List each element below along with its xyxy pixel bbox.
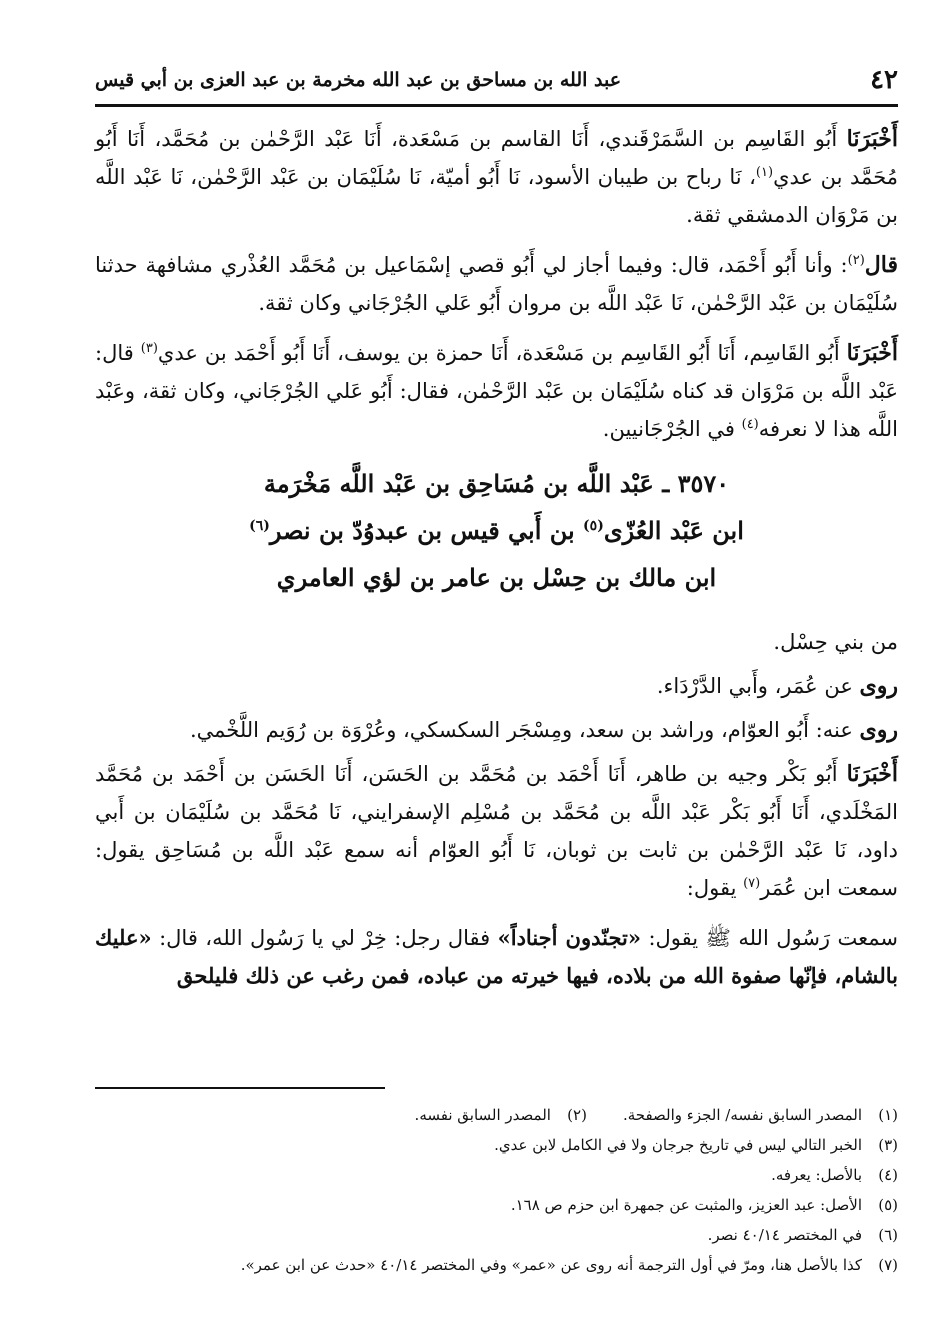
entry-heading-line-1: ٣٥٧٠ ـ عَبْد اللَّه بن مُسَاحِق بن عَبْد اللَّه مَخْرَمة bbox=[263, 469, 730, 498]
paragraph-text: في الجُرْجَانيين. bbox=[602, 417, 742, 441]
entry-heading-text: ابن عَبْد العُزّى bbox=[603, 516, 744, 545]
footnote-ref-1[interactable]: (١) bbox=[755, 165, 774, 180]
footnote-text: بالأصل: يعرفه. bbox=[771, 1166, 862, 1184]
footnote-number: (٧) bbox=[878, 1256, 898, 1274]
footnote-item bbox=[95, 1250, 898, 1280]
paragraph-text: من بني حِسْل. bbox=[773, 630, 898, 654]
footnote-text: المصدر السابق نفسه/ الجزء والصفحة. bbox=[622, 1106, 862, 1124]
header-rule bbox=[95, 104, 898, 107]
paragraph-text: قال: عَبْد اللَّه بن مَرْوَان قد كناه سُلَيْمَان بن عَبْد الرَّحْمٰن، فقال: أَبُو عَلي الجُرْجَاني، وكان ثقة، وعَبْد اللَّه هذا لا نعرفه bbox=[95, 341, 898, 441]
paragraph-text: : وأنا أَبُو أَحْمَد، قال: وفيما أجاز لي أَبُو قصي إسْمَاعيل بن مُحَمَّد العُذْري مشافهة حدثنا سُلَيْمَان بن عَبْد الرَّحْمٰن، نَا عَبْد اللَّه بن مروان أَبُو عَلي الجُرْجَاني وكان ثقة. bbox=[95, 253, 898, 315]
footnote-item bbox=[95, 1100, 898, 1130]
footnote-number: (٦) bbox=[878, 1226, 898, 1244]
entry-heading bbox=[95, 460, 898, 601]
keyword: أَخْبَرَنَا bbox=[846, 761, 898, 787]
footnote-text: الخبر التالي ليس في تاريخ جرجان ولا في الكامل لابن عدي. bbox=[494, 1136, 862, 1154]
footnote-item bbox=[95, 1160, 898, 1190]
footnote-number: (٤) bbox=[878, 1166, 898, 1184]
paragraph-isnad-3 bbox=[95, 334, 898, 448]
paragraph-text: سمعت رَسُول الله ﷺ يقول: bbox=[641, 926, 899, 950]
paragraph-isnad-2 bbox=[95, 246, 898, 322]
paragraph-lineage bbox=[95, 623, 898, 661]
keyword: روى bbox=[859, 717, 898, 743]
paragraph-isnad-4 bbox=[95, 755, 898, 907]
footnote-ref-2[interactable]: (٢) bbox=[847, 253, 865, 268]
running-header bbox=[95, 58, 898, 102]
keyword: أَخْبَرَنَا bbox=[846, 340, 898, 366]
footnote-ref-6[interactable]: (٦) bbox=[249, 518, 270, 534]
footnote-separator bbox=[95, 1087, 385, 1089]
footnote-number: (٥) bbox=[878, 1196, 898, 1214]
main-text bbox=[95, 120, 898, 1007]
footnote-text: المصدر السابق نفسه. bbox=[414, 1106, 551, 1124]
footnote-text: كذا بالأصل هنا، ومرّ في أول الترجمة أنه روى عن «عمر» وفي المختصر ٤٠/١٤ «حدث عن ابن عمر». bbox=[240, 1256, 862, 1274]
footnote-number: (٣) bbox=[878, 1136, 898, 1154]
entry-heading-text: بن أَبي قيس بن عبدوُدّ بن نصر bbox=[269, 516, 584, 545]
paragraph-hadith bbox=[95, 919, 898, 995]
footnote-ref-7[interactable]: (٧) bbox=[743, 876, 761, 891]
spacer bbox=[587, 1100, 623, 1130]
keyword: قال bbox=[864, 252, 898, 278]
footnote-number: (١) bbox=[878, 1106, 898, 1124]
paragraph-text: عنه: أَبُو العوّام، وراشد بن سعد، ومِسْجَر السكسكي، وعُرْوَة بن رُوَيم اللَّخْمي. bbox=[189, 718, 860, 742]
keyword: روى bbox=[859, 673, 898, 699]
footnote-text: في المختصر ٤٠/١٤ نصر. bbox=[707, 1226, 862, 1244]
paragraph-text: فقال رجل: خِرْ لي يا رَسُول الله، قال: bbox=[151, 926, 498, 950]
footnote-text: الأصل: عبد العزيز، والمثبت عن جمهرة ابن حزم ص ١٦٨. bbox=[510, 1196, 862, 1214]
footnote-ref-5[interactable]: (٥) bbox=[583, 518, 604, 534]
paragraph-text: أَبُو بَكْر وجيه بن طاهر، أَنَا أَحْمَد بن مُحَمَّد بن الحَسَن، أَنَا الحَسَن بن أَحْمَد بن مُحَمَّد المَخْلَدي، أَنَا أَبُو بَكْر عَبْد اللَّه بن مُحَمَّد بن مُسْلِم الإسفرايني، نَا مُحَمَّد بن سُلَيْمَان بن أَبي داود، نَا عَبْد الرَّحْمٰن بن ثابت بن ثوبان، نَا أَبُو العوّام أنه سمع عَبْد اللَّه بن مُسَاحِق يقول: سمعت ابن عُمَر bbox=[95, 762, 898, 900]
footnote-number: (٢) bbox=[567, 1106, 587, 1124]
entry-heading-line-3: ابن مالك بن حِسْل بن عامر بن لؤي العامري bbox=[276, 563, 717, 592]
running-header-title: عبد الله بن مساحق بن عبد الله مخرمة بن عبد العزى بن أبي قيس bbox=[95, 69, 622, 91]
hadith-quote: «عليك بالشام، فإنّها صفوة الله من بلاده، فيها خيرته من عباده، فمن رغب عن ذلك فليلحق bbox=[95, 925, 898, 988]
paragraph-text: أَبُو القَاسِم بن السَّمَرْقَندي، أَنَا القاسم بن مَسْعَدة، أَنَا عَبْد الرَّحْمٰن بن مُحَمَّد، أَنَا أَبُو مُحَمَّد بن عدي bbox=[95, 127, 899, 189]
keyword: أَخْبَرَنَا bbox=[846, 126, 898, 152]
paragraph-text: أَبُو القَاسِم، أَنَا أَبُو القَاسِم بن مَسْعَدة، أَنَا حمزة بن يوسف، أَنَا أَبُو أَحْمَد بن عدي bbox=[157, 341, 847, 365]
footnote-ref-3[interactable]: (٣) bbox=[140, 341, 158, 356]
paragraph-narrators bbox=[95, 711, 898, 749]
paragraph-text: يقول: bbox=[686, 876, 744, 900]
paragraph-text: عن عُمَر، وأَبي الدَّرْدَاء. bbox=[656, 674, 860, 698]
paragraph-isnad-1 bbox=[95, 120, 898, 234]
paragraph-narrated-from bbox=[95, 667, 898, 705]
entry-heading-line-2 bbox=[95, 507, 898, 554]
footnotes bbox=[95, 1100, 898, 1280]
footnote-item bbox=[95, 1190, 898, 1220]
footnote-item bbox=[95, 1220, 898, 1250]
footnote-item bbox=[95, 1130, 898, 1160]
page-number: ٤٢ bbox=[870, 65, 898, 95]
paragraph-text: ، نَا رباح بن طيبان الأسود، نَا أَبُو أميّة، نَا سُلَيْمَان بن عَبْد الرَّحْمٰن، نَا عَبْد اللَّه بن مَرْوَان الدمشقي ثقة. bbox=[95, 165, 898, 227]
hadith-quote: «تجنّدون أجناداً» bbox=[497, 925, 641, 950]
footnote-ref-4[interactable]: (٤) bbox=[741, 417, 759, 432]
